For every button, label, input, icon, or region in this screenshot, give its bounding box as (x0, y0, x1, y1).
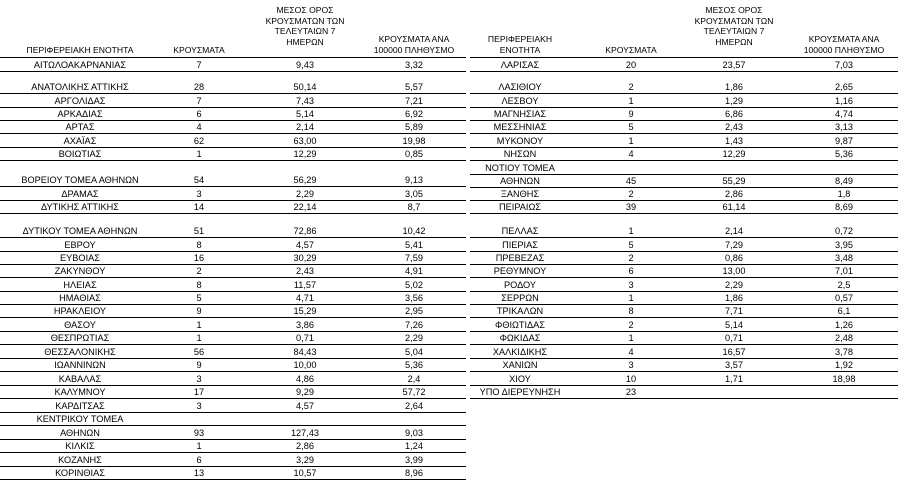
left-per100k-cell: 9,03 (405, 428, 423, 438)
left-per100k-cell: 7,21 (405, 96, 423, 106)
left-avg7-cell: 4,57 (296, 240, 314, 250)
row-rule (0, 120, 466, 121)
header-region-left: ΠΕΡΙΦΕΡΕΙΑΚΗ ΕΝΟΤΗΤΑ (26, 45, 134, 55)
left-avg7-cell: 9,43 (296, 60, 314, 70)
left-avg7-cell: 4,86 (296, 374, 314, 384)
row-rule (470, 317, 898, 318)
row-rule (0, 452, 466, 453)
right-region-cell: ΞΑΝΘΗΣ (500, 189, 540, 199)
right-cases-cell: 23 (625, 387, 637, 397)
row-rule (0, 371, 466, 372)
right-avg7-cell: 2,43 (725, 122, 743, 132)
right-per100k-cell: 0,72 (835, 226, 853, 236)
right-region-cell: ΡΟΔΟΥ (503, 280, 536, 290)
left-avg7-cell: 3,29 (296, 455, 314, 465)
right-cases-cell: 20 (625, 60, 637, 70)
left-avg7-cell: 2,43 (296, 266, 314, 276)
left-region-cell: ΚΑΒΑΛΑΣ (58, 374, 102, 384)
right-region-cell: ΡΕΘΥΜΝΟΥ (493, 266, 547, 276)
left-avg7-cell: 9,29 (296, 387, 314, 397)
left-per100k-cell: 3,32 (405, 60, 423, 70)
right-region-cell: ΦΘΙΩΤΙΔΑΣ (494, 320, 545, 330)
row-rule (0, 237, 466, 238)
left-per100k-cell: 5,41 (405, 240, 423, 250)
row-rule (470, 147, 898, 148)
left-cases-cell: 8 (196, 240, 202, 250)
left-per100k-cell: 5,57 (405, 82, 423, 92)
left-per100k-cell: 4,91 (405, 266, 423, 276)
right-per100k-cell: 2,5 (837, 280, 851, 290)
right-avg7-cell: 3,57 (725, 360, 743, 370)
left-per100k-cell: 8,7 (407, 202, 421, 212)
left-region-cell: ΔΥΤΙΚΟΥ ΤΟΜΕΑ ΑΘΗΝΩΝ (22, 226, 138, 236)
right-per100k-cell: 2,48 (835, 333, 853, 343)
left-region-cell: ΒΟΡΕΙΟΥ ΤΟΜΕΑ ΑΘΗΝΩΝ (21, 175, 139, 185)
row-rule (470, 187, 898, 188)
right-region-cell: ΛΕΣΒΟΥ (501, 96, 539, 106)
left-per100k-cell: 3,99 (405, 455, 423, 465)
left-cases-cell: 62 (193, 136, 205, 146)
left-avg7-cell: 50,14 (293, 82, 317, 92)
left-region-cell: ΕΒΡΟΥ (64, 240, 96, 250)
left-avg7-cell: 0,71 (296, 333, 314, 343)
row-rule (470, 133, 898, 134)
left-avg7-cell: 2,86 (296, 441, 314, 451)
header-cases-left: ΚΡΟΥΣΜΑΤΑ (173, 45, 225, 55)
right-avg7-cell: 5,14 (725, 320, 743, 330)
right-per100k-cell: 1,16 (835, 96, 853, 106)
left-region-cell: ΘΕΣΠΡΩΤΙΑΣ (50, 333, 110, 343)
row-rule (0, 107, 466, 108)
header-per100k-right: ΚΡΟΥΣΜΑΤΑ ΑΝΑ 100000 ΠΛΗΘΥΣΜΟ (803, 34, 885, 55)
right-per100k-cell: 7,01 (835, 266, 853, 276)
left-cases-cell: 5 (196, 293, 202, 303)
right-per100k-cell: 3,13 (835, 122, 853, 132)
right-cases-cell: 8 (628, 306, 634, 316)
right-avg7-cell: 2,29 (725, 280, 743, 290)
left-per100k-cell: 3,56 (405, 293, 423, 303)
header-cases-right: ΚΡΟΥΣΜΑΤΑ (605, 45, 657, 55)
right-region-cell: ΧΑΝΙΩΝ (502, 360, 538, 370)
left-region-cell: ΑΘΗΝΩΝ (60, 428, 100, 438)
right-region-cell: ΤΡΙΚΑΛΩΝ (496, 306, 544, 316)
right-avg7-cell: 1,86 (725, 293, 743, 303)
row-rule (0, 264, 466, 265)
left-cases-cell: 2 (196, 266, 202, 276)
left-avg7-cell: 4,57 (296, 401, 314, 411)
row-rule (0, 291, 466, 292)
right-avg7-cell: 55,29 (722, 176, 746, 186)
row-rule (470, 200, 898, 201)
row-rule (470, 371, 898, 372)
row-rule (0, 277, 466, 278)
right-cases-cell: 39 (625, 202, 637, 212)
row-rule (470, 174, 898, 175)
left-avg7-cell: 56,29 (293, 175, 317, 185)
left-cases-cell: 6 (196, 455, 202, 465)
left-avg7-cell: 10,57 (293, 468, 317, 478)
right-region-cell: ΝΗΣΩΝ (503, 149, 537, 159)
left-per100k-cell: 3,05 (405, 189, 423, 199)
right-cases-cell: 5 (628, 240, 634, 250)
left-cases-cell: 7 (196, 60, 202, 70)
left-per100k-cell: 10,42 (402, 226, 426, 236)
row-rule (0, 200, 466, 201)
right-avg7-cell: 23,57 (722, 60, 746, 70)
row-rule (470, 344, 898, 345)
row-rule (0, 425, 466, 426)
right-avg7-cell: 7,71 (725, 306, 743, 316)
header-region-right: ΠΕΡΙΦΕΡΕΙΑΚΗ ΕΝΟΤΗΤΑ (487, 34, 553, 55)
right-per100k-cell: 1,92 (835, 360, 853, 370)
right-region-cell: ΦΩΚΙΔΑΣ (499, 333, 541, 343)
left-avg7-cell: 10,00 (293, 360, 317, 370)
row-rule (470, 264, 898, 265)
right-cases-cell: 4 (628, 149, 634, 159)
right-region-cell: ΧΙΟΥ (509, 374, 531, 384)
right-per100k-cell: 1,26 (835, 320, 853, 330)
header-rule-right (470, 57, 898, 58)
left-cases-cell: 6 (196, 109, 202, 119)
right-avg7-cell: 1,43 (725, 136, 743, 146)
right-cases-cell: 45 (625, 176, 637, 186)
row-rule (0, 213, 466, 214)
left-per100k-cell: 6,92 (405, 109, 423, 119)
left-avg7-cell: 5,14 (296, 109, 314, 119)
right-avg7-cell: 2,86 (725, 189, 743, 199)
left-region-cell: ΚΙΛΚΙΣ (65, 441, 95, 451)
left-cases-cell: 1 (196, 333, 202, 343)
left-cases-cell: 51 (193, 226, 205, 236)
right-region-cell: ΜΕΣΣΗΝΙΑΣ (493, 122, 547, 132)
right-cases-cell: 9 (628, 109, 634, 119)
row-rule (0, 385, 466, 386)
row-rule (470, 291, 898, 292)
header-avg7-left: ΜΕΣΟΣ ΟΡΟΣ ΚΡΟΥΣΜΑΤΩΝ ΤΩΝ ΤΕΛΕΥΤΑΙΩΝ 7 ΗΜΕΡΩΝ (265, 5, 345, 47)
row-rule (470, 160, 898, 161)
right-avg7-cell: 1,29 (725, 96, 743, 106)
right-per100k-cell: 3,95 (835, 240, 853, 250)
right-per100k-cell: 1,8 (837, 189, 851, 199)
left-region-cell: ΕΥΒΟΙΑΣ (60, 253, 100, 263)
left-per100k-cell: 2,29 (405, 333, 423, 343)
left-avg7-cell: 3,86 (296, 320, 314, 330)
left-avg7-cell: 7,43 (296, 96, 314, 106)
row-rule (0, 412, 466, 413)
left-region-cell: ΚΟΖΑΝΗΣ (58, 455, 102, 465)
row-rule (470, 93, 898, 94)
left-region-cell: ΖΑΚΥΝΘΟΥ (54, 266, 106, 276)
right-cases-cell: 1 (628, 293, 634, 303)
right-per100k-cell: 3,78 (835, 347, 853, 357)
left-per100k-cell: 5,36 (405, 360, 423, 370)
left-avg7-cell: 4,71 (296, 293, 314, 303)
right-cases-cell: 4 (628, 347, 634, 357)
right-avg7-cell: 0,86 (725, 253, 743, 263)
left-cases-cell: 17 (193, 387, 205, 397)
left-per100k-cell: 2,64 (405, 401, 423, 411)
right-avg7-cell: 61,14 (722, 202, 746, 212)
left-region-cell: ΑΡΚΑΔΙΑΣ (57, 109, 103, 119)
row-rule (0, 317, 466, 318)
left-region-cell: ΗΜΑΘΙΑΣ (59, 293, 101, 303)
right-avg7-cell: 6,86 (725, 109, 743, 119)
right-region-cell: ΝΟΤΙΟΥ ΤΟΜΕΑ (485, 163, 555, 173)
right-region-cell: ΜΑΓΝΗΣΙΑΣ (493, 109, 547, 119)
left-region-cell: ΚΕΝΤΡΙΚΟΥ ΤΟΜΕΑ (36, 414, 124, 424)
left-avg7-cell: 127,43 (290, 428, 320, 438)
row-rule (0, 466, 466, 467)
right-cases-cell: 2 (628, 189, 634, 199)
left-region-cell: ΑΙΤΩΛΟΑΚΑΡΝΑΝΙΑΣ (33, 60, 127, 70)
right-cases-cell: 3 (628, 280, 634, 290)
left-cases-cell: 7 (196, 96, 202, 106)
row-rule (470, 358, 898, 359)
left-cases-cell: 8 (196, 280, 202, 290)
left-cases-cell: 9 (196, 306, 202, 316)
row-rule (0, 398, 466, 399)
right-region-cell: ΛΑΣΙΘΙΟΥ (498, 82, 542, 92)
right-region-cell: ΣΕΡΡΩΝ (501, 293, 539, 303)
left-region-cell: ΑΧΑΪΑΣ (63, 136, 97, 146)
row-rule (470, 331, 898, 332)
row-rule (0, 186, 466, 187)
header-per100k-left: ΚΡΟΥΣΜΑΤΑ ΑΝΑ 100000 ΠΛΗΘΥΣΜΟ (373, 34, 455, 55)
right-cases-cell: 1 (628, 136, 634, 146)
right-per100k-cell: 18,98 (832, 374, 856, 384)
right-per100k-cell: 2,65 (835, 82, 853, 92)
left-avg7-cell: 72,86 (293, 226, 317, 236)
left-per100k-cell: 7,59 (405, 253, 423, 263)
left-avg7-cell: 15,29 (293, 306, 317, 316)
right-cases-cell: 5 (628, 122, 634, 132)
left-per100k-cell: 19,98 (402, 136, 426, 146)
left-cases-cell: 13 (193, 468, 205, 478)
left-avg7-cell: 63,00 (293, 136, 317, 146)
left-per100k-cell: 57,72 (402, 387, 426, 397)
right-region-cell: ΠΙΕΡΙΑΣ (502, 240, 538, 250)
left-region-cell: ΗΛΕΙΑΣ (63, 280, 97, 290)
left-cases-cell: 1 (196, 320, 202, 330)
right-avg7-cell: 1,71 (725, 374, 743, 384)
left-region-cell: ΒΟΙΩΤΙΑΣ (58, 149, 102, 159)
left-avg7-cell: 12,29 (293, 149, 317, 159)
right-cases-cell: 10 (625, 374, 637, 384)
row-rule (0, 439, 466, 440)
left-region-cell: ΚΑΡΔΙΤΣΑΣ (55, 401, 105, 411)
left-per100k-cell: 8,96 (405, 468, 423, 478)
row-rule (470, 107, 898, 108)
header-avg7-right: ΜΕΣΟΣ ΟΡΟΣ ΚΡΟΥΣΜΑΤΩΝ ΤΩΝ ΤΕΛΕΥΤΑΙΩΝ 7 ΗΜΕΡΩΝ (694, 5, 774, 47)
right-per100k-cell: 9,87 (835, 136, 853, 146)
left-avg7-cell: 30,29 (293, 253, 317, 263)
left-cases-cell: 3 (196, 189, 202, 199)
right-per100k-cell: 0,57 (835, 293, 853, 303)
right-per100k-cell: 3,48 (835, 253, 853, 263)
row-rule (0, 344, 466, 345)
left-per100k-cell: 5,02 (405, 280, 423, 290)
left-region-cell: ΘΕΣΣΑΛΟΝΙΚΗΣ (44, 347, 116, 357)
left-cases-cell: 9 (196, 360, 202, 370)
row-rule (0, 479, 466, 480)
row-rule (0, 93, 466, 94)
right-per100k-cell: 5,36 (835, 149, 853, 159)
row-rule (470, 277, 898, 278)
row-rule (470, 237, 898, 238)
row-rule (0, 331, 466, 332)
left-cases-cell: 14 (193, 202, 205, 212)
row-rule (0, 133, 466, 134)
left-per100k-cell: 5,89 (405, 122, 423, 132)
left-region-cell: ΑΡΤΑΣ (65, 122, 95, 132)
left-cases-cell: 3 (196, 374, 202, 384)
row-rule (470, 304, 898, 305)
left-region-cell: ΙΩΑΝΝΙΝΩΝ (54, 360, 106, 370)
right-region-cell: ΧΑΛΚΙΔΙΚΗΣ (492, 347, 548, 357)
left-cases-cell: 1 (196, 149, 202, 159)
right-region-cell: ΛΑΡΙΣΑΣ (500, 60, 540, 70)
left-per100k-cell: 1,24 (405, 441, 423, 451)
row-rule (0, 71, 466, 72)
row-rule (470, 213, 898, 214)
row-rule (470, 385, 898, 386)
row-rule (470, 71, 898, 72)
right-cases-cell: 6 (628, 266, 634, 276)
right-region-cell: ΜΥΚΟΝΟΥ (496, 136, 544, 146)
right-cases-cell: 1 (628, 333, 634, 343)
left-cases-cell: 1 (196, 441, 202, 451)
row-rule (0, 304, 466, 305)
left-region-cell: ΑΝΑΤΟΛΙΚΗΣ ΑΤΤΙΚΗΣ (31, 82, 129, 92)
right-avg7-cell: 16,57 (722, 347, 746, 357)
right-cases-cell: 2 (628, 253, 634, 263)
left-region-cell: ΚΑΛΥΜΝΟΥ (54, 387, 106, 397)
left-avg7-cell: 22,14 (293, 202, 317, 212)
left-cases-cell: 28 (193, 82, 205, 92)
left-avg7-cell: 2,14 (296, 122, 314, 132)
right-cases-cell: 1 (628, 226, 634, 236)
row-rule (0, 358, 466, 359)
left-region-cell: ΔΥΤΙΚΗΣ ΑΤΤΙΚΗΣ (41, 202, 119, 212)
left-avg7-cell: 84,43 (293, 347, 317, 357)
left-cases-cell: 16 (193, 253, 205, 263)
right-per100k-cell: 4,74 (835, 109, 853, 119)
right-avg7-cell: 1,86 (725, 82, 743, 92)
left-region-cell: ΑΡΓΟΛΙΔΑΣ (54, 96, 106, 106)
right-cases-cell: 3 (628, 360, 634, 370)
left-cases-cell: 93 (193, 428, 205, 438)
left-per100k-cell: 2,95 (405, 306, 423, 316)
right-region-cell: ΠΡΕΒΕΖΑΣ (495, 253, 545, 263)
left-per100k-cell: 9,13 (405, 175, 423, 185)
right-cases-cell: 2 (628, 320, 634, 330)
left-per100k-cell: 2,4 (407, 374, 421, 384)
right-per100k-cell: 6,1 (837, 306, 851, 316)
left-region-cell: ΚΟΡΙΝΘΙΑΣ (55, 468, 105, 478)
right-region-cell: ΑΘΗΝΩΝ (500, 176, 540, 186)
right-cases-cell: 2 (628, 82, 634, 92)
left-per100k-cell: 7,26 (405, 320, 423, 330)
row-rule (470, 120, 898, 121)
right-region-cell: ΠΕΛΛΑΣ (501, 226, 539, 236)
left-cases-cell: 54 (193, 175, 205, 185)
right-per100k-cell: 8,49 (835, 176, 853, 186)
right-avg7-cell: 13,00 (722, 266, 746, 276)
right-per100k-cell: 7,03 (835, 60, 853, 70)
right-avg7-cell: 0,71 (725, 333, 743, 343)
left-per100k-cell: 0,85 (405, 149, 423, 159)
header-rule-left (0, 57, 466, 58)
left-avg7-cell: 2,29 (296, 189, 314, 199)
left-region-cell: ΗΡΑΚΛΕΙΟΥ (53, 306, 107, 316)
row-rule (470, 398, 898, 399)
right-avg7-cell: 7,29 (725, 240, 743, 250)
right-avg7-cell: 12,29 (722, 149, 746, 159)
right-cases-cell: 1 (628, 96, 634, 106)
left-region-cell: ΔΡΑΜΑΣ (61, 189, 99, 199)
left-region-cell: ΘΑΣΟΥ (64, 320, 96, 330)
row-rule (470, 251, 898, 252)
left-cases-cell: 56 (193, 347, 205, 357)
row-rule (0, 251, 466, 252)
left-avg7-cell: 11,57 (293, 280, 317, 290)
left-cases-cell: 4 (196, 122, 202, 132)
left-per100k-cell: 5,04 (405, 347, 423, 357)
right-per100k-cell: 8,69 (835, 202, 853, 212)
row-rule (0, 160, 466, 161)
row-rule (0, 147, 466, 148)
right-region-cell: ΥΠΟ ΔΙΕΡΕΥΝΗΣΗ (479, 387, 561, 397)
left-cases-cell: 3 (196, 401, 202, 411)
right-avg7-cell: 2,14 (725, 226, 743, 236)
right-region-cell: ΠΕΙΡΑΙΩΣ (499, 202, 541, 212)
